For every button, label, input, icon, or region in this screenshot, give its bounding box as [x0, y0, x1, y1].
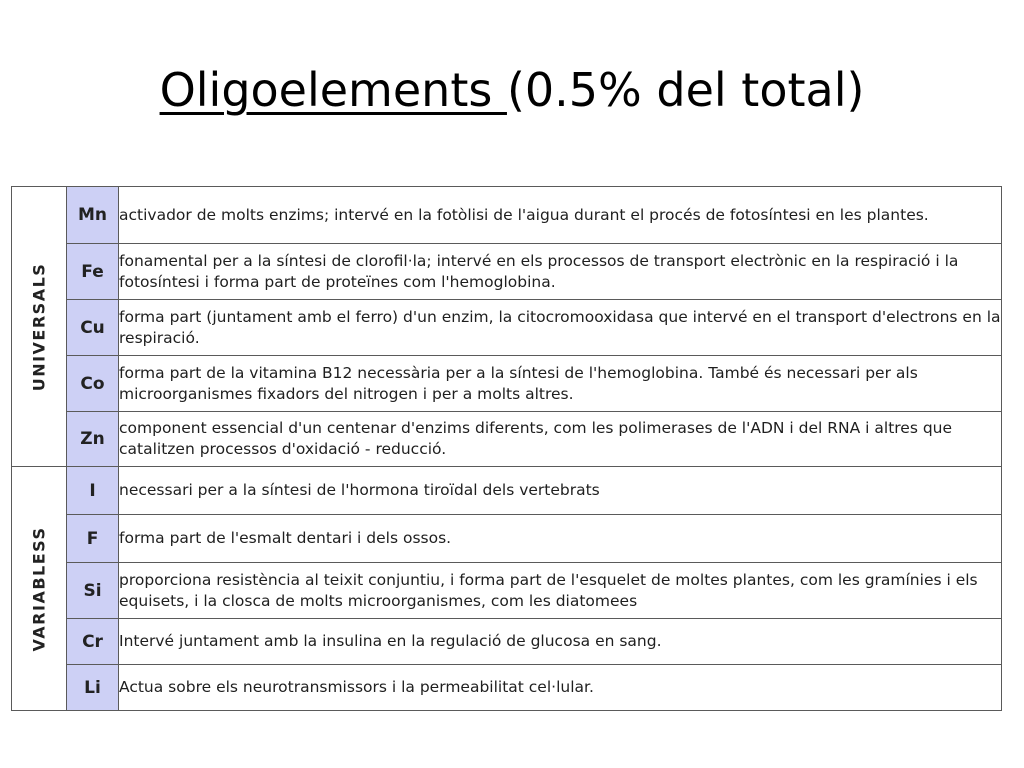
element-symbol: Si — [67, 563, 119, 619]
group-cell-variabless — [12, 467, 67, 711]
element-description: activador de molts enzims; intervé en la fotòlisi de l'aigua durant el procés de fotosíntesi en les plantes. — [119, 187, 1002, 244]
element-description: forma part (juntament amb el ferro) d'un enzim, la citocromooxidasa que intervé en el transport d'electrons en la respiració. — [119, 300, 1002, 356]
element-description: proporciona resistència al teixit conjuntiu, i forma part de l'esquelet de moltes plantes, com les gramínies i els equisets, i la closca de molts microorganismes, com les diatomees — [119, 563, 1002, 619]
element-symbol: Zn — [67, 412, 119, 467]
table-row — [12, 619, 1002, 665]
table-row — [12, 563, 1002, 619]
element-symbol: Fe — [67, 244, 119, 300]
element-description: forma part de l'esmalt dentari i dels ossos. — [119, 515, 1002, 563]
element-symbol: Cu — [67, 300, 119, 356]
element-description: component essencial d'un centenar d'enzims diferents, com les polimerases de l'ADN i del RNA i altres que catalitzen processos d'oxidació - reducció. — [119, 412, 1002, 467]
element-symbol: Cr — [67, 619, 119, 665]
group-label-universals: UNIVERSALS — [29, 262, 49, 391]
element-description: fonamental per a la síntesi de clorofil·la; intervé en els processos de transport electrònic en la respiració i la fotosíntesi i forma part de proteïnes com l'hemoglobina. — [119, 244, 1002, 300]
group-label-variabless: VARIABLESS — [29, 526, 49, 651]
table-row — [12, 412, 1002, 467]
table-row — [12, 356, 1002, 412]
table-row — [12, 244, 1002, 300]
table-row — [12, 300, 1002, 356]
element-description: Actua sobre els neurotransmissors i la permeabilitat cel·lular. — [119, 665, 1002, 711]
slide-title — [0, 62, 1024, 118]
oligoelements-table-container — [11, 186, 1002, 710]
table-row — [12, 467, 1002, 515]
table-row — [12, 187, 1002, 244]
element-description: necessari per a la síntesi de l'hormona tiroïdal dels vertebrats — [119, 467, 1002, 515]
element-symbol: Mn — [67, 187, 119, 244]
title-rest: (0.5% del total) — [506, 63, 865, 117]
table-row — [12, 515, 1002, 563]
element-description: forma part de la vitamina B12 necessària per a la síntesi de l'hemoglobina. També és necessari per als microorganismes fixadors del nitrogen i per a molts altres. — [119, 356, 1002, 412]
oligoelements-table — [11, 186, 1002, 711]
element-symbol: Co — [67, 356, 119, 412]
table-row — [12, 665, 1002, 711]
element-symbol: I — [67, 467, 119, 515]
title-underlined-part: Oligoelements — [159, 63, 507, 117]
element-symbol: Li — [67, 665, 119, 711]
element-description: Intervé juntament amb la insulina en la regulació de glucosa en sang. — [119, 619, 1002, 665]
element-symbol: F — [67, 515, 119, 563]
group-cell-universals — [12, 187, 67, 467]
